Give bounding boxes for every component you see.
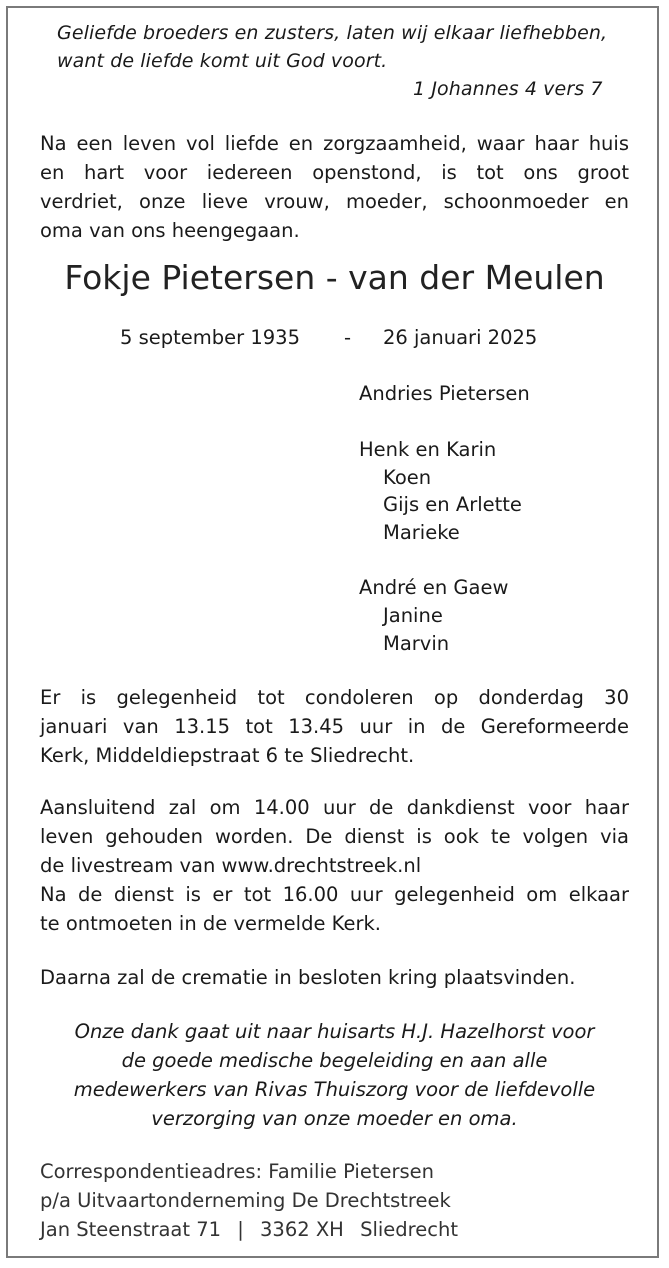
correspondence-line-2: p/a Uitvaartonderneming De Drechtstreek	[40, 1189, 451, 1212]
death-date: 26 januari 2025	[383, 326, 538, 349]
deceased-name: Fokje Pietersen - van der Meulen	[64, 258, 605, 297]
condolence-line-1: Er is gelegenheid tot condoleren op donderdag 30	[40, 686, 629, 709]
service-line-1: Aansluitend zal om 14.00 uur de dankdienst voor haar	[40, 796, 629, 819]
family-group1-parents: Henk en Karin	[359, 438, 497, 461]
address-divider: |	[237, 1218, 244, 1241]
address-postal: 3362 XH	[260, 1218, 344, 1241]
verse-line-2: want de liefde komt uit God voort.	[57, 50, 388, 72]
condolence-line-3: Kerk, Middeldiepstraat 6 te Sliedrecht.	[40, 744, 415, 767]
family-group2-parents: André en Gaew	[359, 576, 509, 599]
thanks-line-4: verzorging van onze moeder en oma.	[151, 1107, 518, 1130]
intro-line-1: Na een leven vol liefde en zorgzaamheid, waar haar huis	[40, 132, 629, 155]
thanks-line-3: medewerkers van Rivas Thuiszorg voor de liefdevolle	[73, 1078, 596, 1101]
family-group1-child-2: Gijs en Arlette	[383, 493, 522, 516]
intro-line-4: oma van ons heengegaan.	[40, 219, 300, 242]
verse-reference: 1 Johannes 4 vers 7	[413, 78, 603, 100]
address-street: Jan Steenstraat 71	[40, 1218, 222, 1241]
family-group2-child-1: Janine	[383, 604, 443, 627]
date-separator: -	[344, 326, 352, 349]
service-line-4: Na de dienst is er tot 16.00 uur gelegenheid om elkaar	[40, 883, 629, 906]
verse-line-1: Geliefde broeders en zusters, laten wij elkaar liefhebben,	[57, 22, 608, 44]
family-spouse: Andries Pietersen	[359, 382, 530, 405]
family-group1-child-1: Koen	[383, 466, 432, 489]
service-line-2: leven gehouden worden. De dienst is ook te volgen via	[40, 825, 629, 848]
intro-line-3: verdriet, onze lieve vrouw, moeder, schoonmoeder en	[40, 190, 629, 213]
intro-line-2: en hart voor iedereen openstond, is tot ons groot	[40, 161, 629, 184]
service-line-3: de livestream van www.drechtstreek.nl	[40, 854, 422, 877]
service-line-5: te ontmoeten in de vermelde Kerk.	[40, 912, 381, 935]
condolence-line-2: januari van 13.15 tot 13.45 uur in de Gereformeerde	[40, 715, 629, 738]
birth-date: 5 september 1935	[120, 326, 300, 349]
cremation-notice: Daarna zal de crematie in besloten kring plaatsvinden.	[40, 966, 576, 989]
thanks-line-1: Onze dank gaat uit naar huisarts H.J. Hazelhorst voor	[74, 1020, 595, 1043]
correspondence-address	[40, 1218, 458, 1241]
family-group1-child-3: Marieke	[383, 521, 460, 544]
correspondence-line-1: Correspondentieadres: Familie Pietersen	[40, 1160, 435, 1183]
address-city: Sliedrecht	[360, 1218, 458, 1241]
family-group2-child-2: Marvin	[383, 632, 450, 655]
thanks-line-2: de goede medische begeleiding en aan alle	[121, 1049, 548, 1072]
